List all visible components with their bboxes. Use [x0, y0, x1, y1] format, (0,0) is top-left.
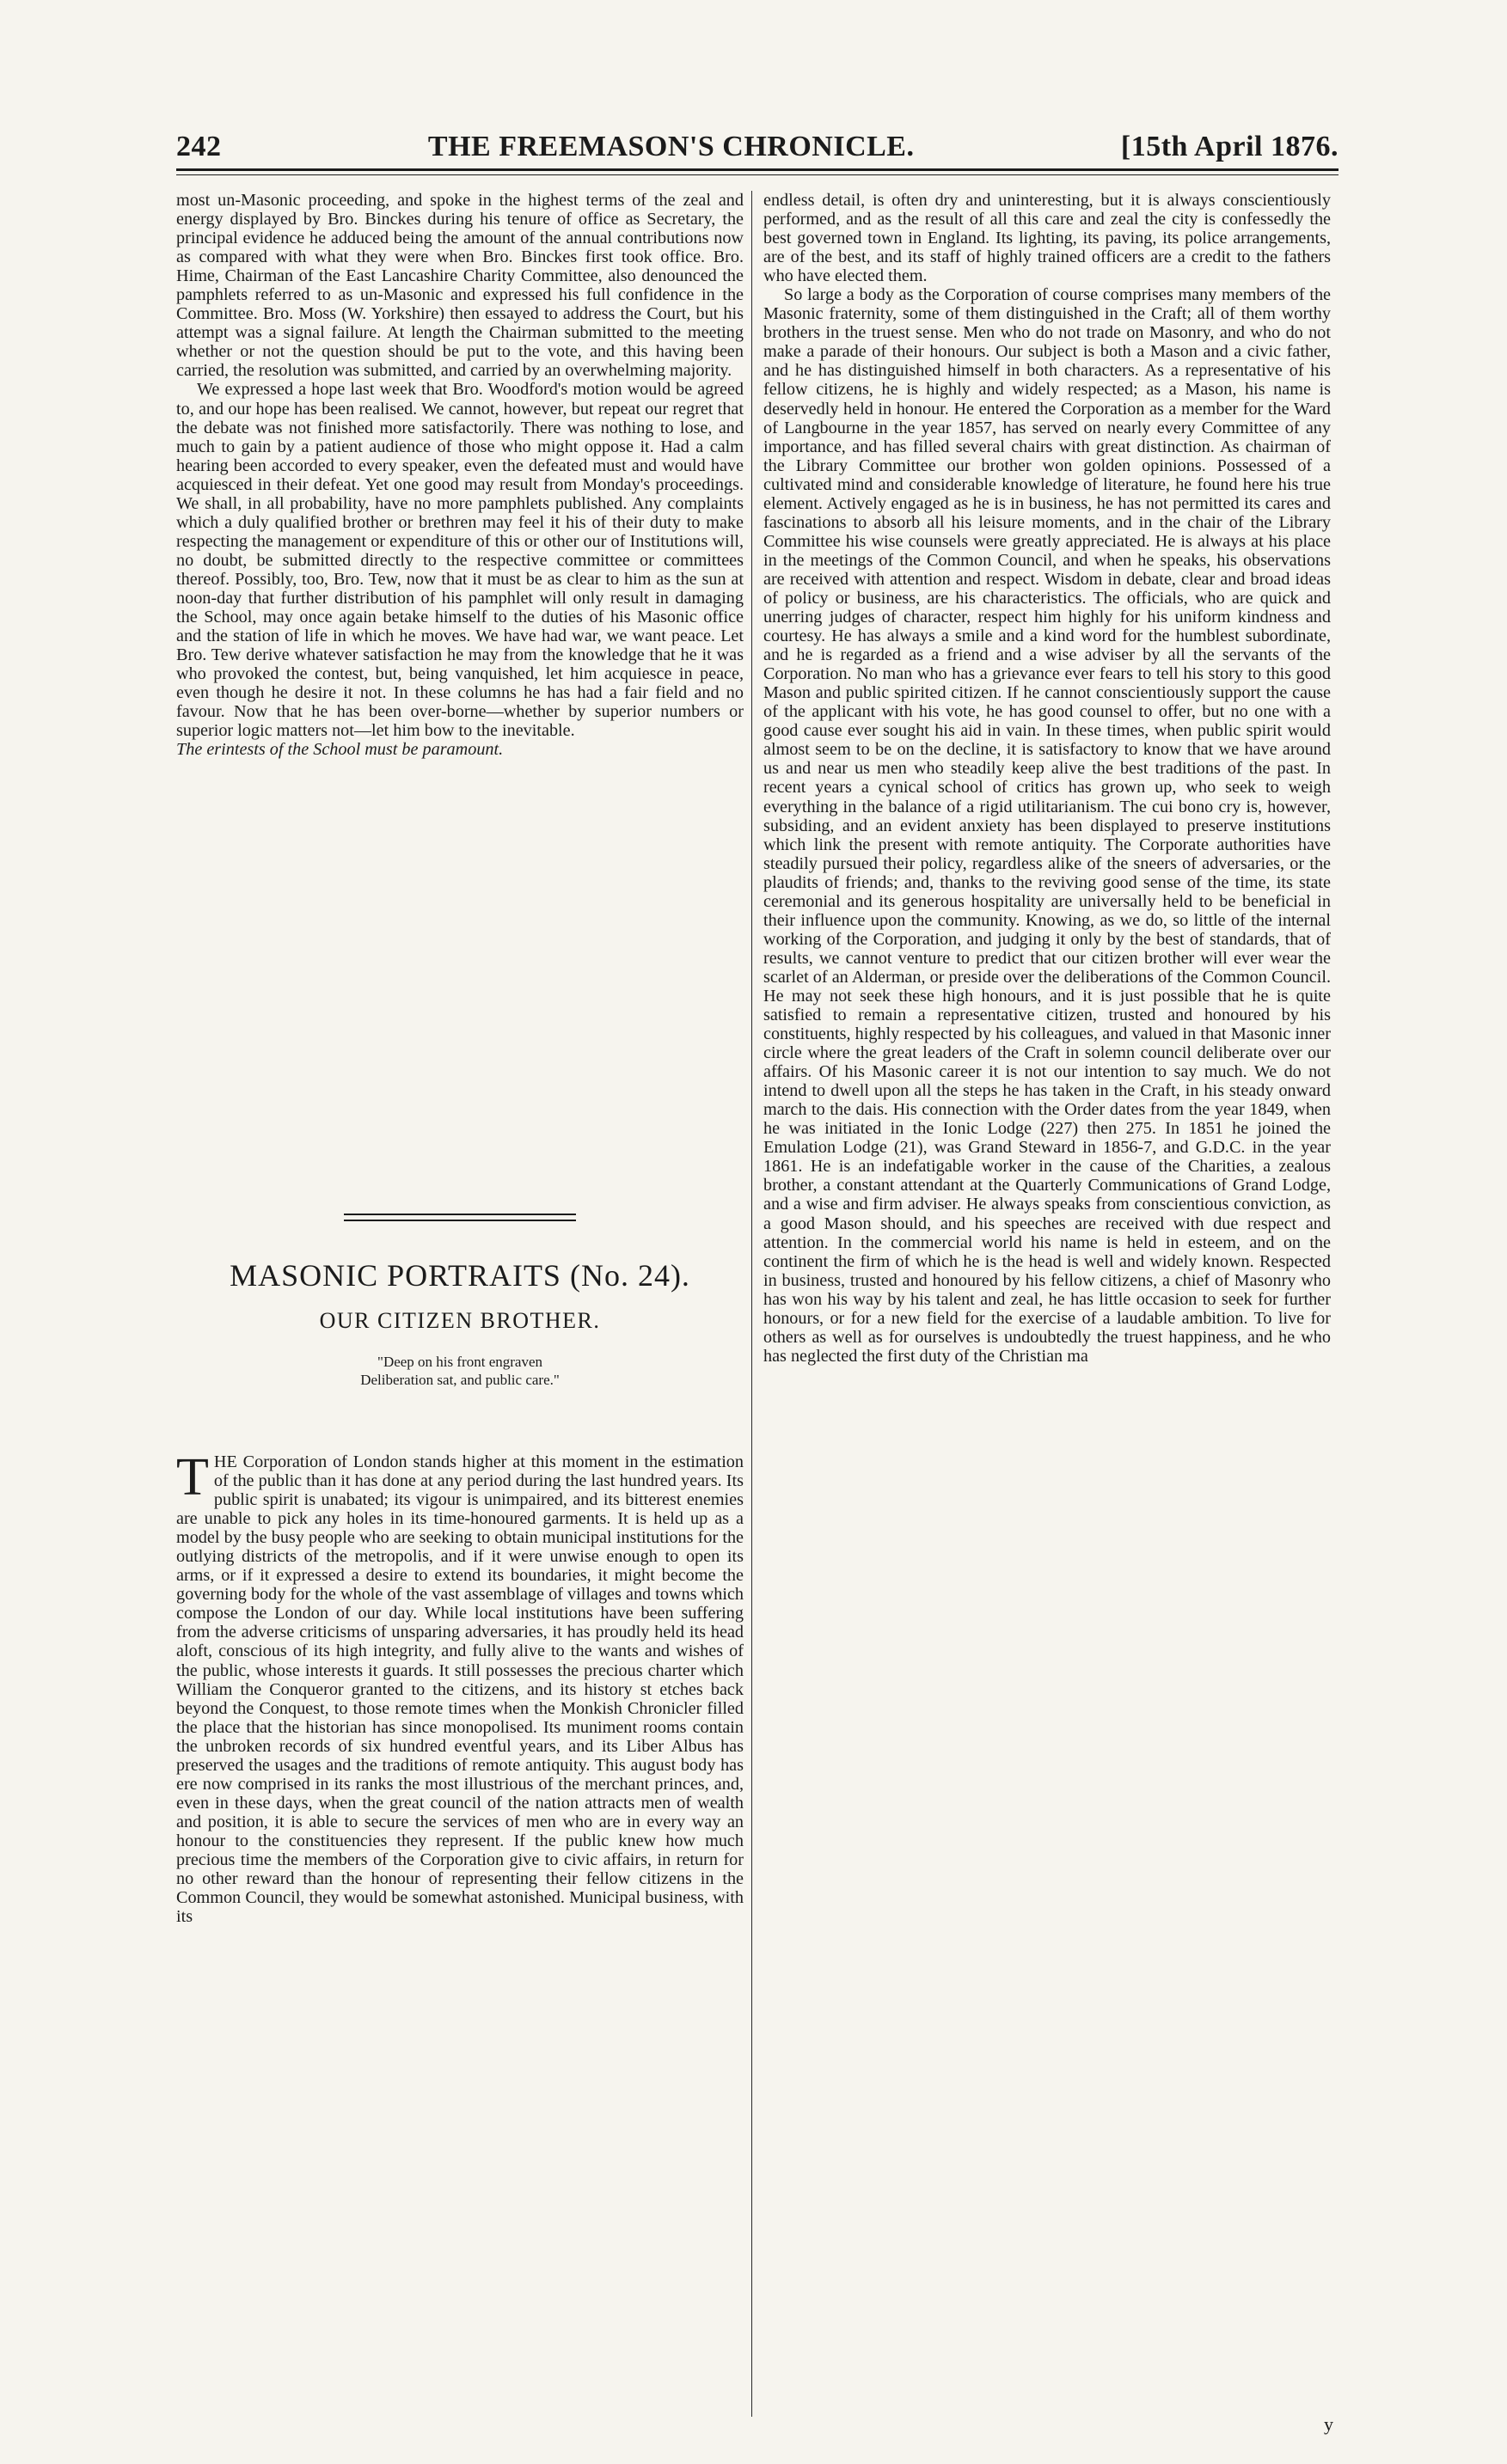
section-divider [344, 1220, 576, 1221]
publication-title: THE FREEMASON'S CHRONICLE. [427, 131, 915, 162]
masthead-rule [176, 168, 1339, 171]
left-column-text [176, 191, 744, 759]
article-text: HE Corporation of London stands higher at this moment in the estimation of the public than it has done at any period during the last hundred years. Its public spirit is unabated; its vigour is unimpaired, and its bitterest enemies are unable to pick any holes in its time-honoured garments. It is held up as a model by the busy people who are seeking to obtain municipal institutions for the outlying districts of the metropolis, and if it were unwise enough to open its arms, or if it expressed a desire to extend its boundaries, it might become the governing body for the whole of the vast assemblage of villages and towns which compose the London of our day. While local institutions have been suffering from the adverse criticisms of unsparing adversaries, it has proudly held its head aloft, conscious of its high integrity, and fully alive to the wants and wishes of the public, whose interests it guards. It still possesses the precious charter which William the Conqueror granted to the citizens, and its history st etches back beyond the Conquest, to those remote times when the Monkish Chronicler filled the place that the historian has since monopolised. Its muniment rooms contain the unbroken records of six hundred eventful years, and its Liber Albus has preserved the usages and the traditions of remote antiquity. This august body has ere now comprised in its ranks the most illustrious of the merchant princes, and, even in these days, when the great council of the nation attracts men of wealth and position, it is able to secure the services of men who are in every way an honour to the constituencies they represent. If the public knew how much precious time the members of the Corporation give to civic affairs, in return for no other reward than the honour of representing their fellow citizens in the Common Council, they would be somewhat astonished. Municipal business, with its [176, 1452, 744, 1927]
article-body-left [176, 1448, 744, 1927]
drop-cap: T [176, 1448, 209, 1507]
closing-line: The erintests of the School must be paramount. [176, 740, 504, 760]
page-number: 242 [176, 131, 222, 162]
paragraph: So large a body as the Corporation of course comprises many members of the Masonic fraternity, some of them distinguished in the Craft; all of them worthy brothers in the truest sense. Men who do not trade on Masonry, and who do not make a parade of their honours. Our subject is both a Mason and a civic father, and he has distinguished himself in both characters. As a representative of his fellow citizens, he is highly and widely respected; as a Mason, his name is deservedly held in honour. He entered the Corporation as a member for the Ward of Langbourne in the year 1857, has served on nearly every Committee of any importance, and has filled several chairs with great distinction. As chairman of the Library Committee our brother won golden opinions. Possessed of a cultivated mind and considerable knowledge of literature, he found here his true element. Actively engaged as he is in business, he has not permitted its cares and fascinations to absorb all his leisure moments, and in the chair of the Library Committee his wise counsels were greatly appreciated. He is always at his place in the meetings of the Common Council, and when he speaks, his observations are received with attention and respect. Wisdom in debate, clear and broad ideas of policy or business, are his characteristics. The officials, who are quick and unerring judges of character, respect him highly for his uniform kindness and courtesy. He has always a smile and a kind word for the humblest subordinate, and he is regarded as a friend and a wise adviser by all the servants of the Corporation. No man who has a grievance ever fears to tell his story to this good Mason and public spirited citizen. If he cannot conscientiously support the cause of the applicant with his vote, he has good counsel to offer, but no one with a good cause ever sought his aid in vain. In these times, when public spirit would almost seem to be on the decline, it is satisfactory to know that we have around us and near us men who steadily keep alive the best traditions of the past. In recent years a cynical school of critics has grown up, who seek to weigh everything in the balance of a rigid utilitarianism. The cui bono cry is, however, subsiding, and an evident anxiety has been displayed to preserve institutions which link the present with remote antiquity. The Corporate authorities have steadily pursued their policy, regardless alike of the sneers of adversaries, or the plaudits of friends; and, thanks to the reviving good sense of the time, its state ceremonial and its generous hospitality are universally held to be beneficial in their influence upon the community. Knowing, as we do, so little of the internal working of the Corporation, and judging it only by the best of standards, that of results, we cannot venture to predict that our citizen brother will ever wear the scarlet of an Alderman, or preside over the deliberations of the Common Council. He may not seek these high honours, and it is just possible that he is quite satisfied to remain a representative citizen, trusted and honoured by his constituents, highly respected by his colleagues, and valued in that Masonic inner circle where the great leaders of the Craft in solemn council deliberate over our affairs. Of his Masonic career it is not our intention to say much. We do not intend to dwell upon all the steps he has taken in the Craft, in his steady onward march to the dais. His connection with the Order dates from the year 1849, when he was initiated in the Ionic Lodge (227) then 275. In 1851 he joined the Emulation Lodge (21), was Grand Steward in 1856-7, and G.D.C. in the year 1861. He is an indefatigable worker in the cause of the Charities, a zealous brother, a constant attendant at the Quarterly Communications of Grand Lodge, and a wise and firm adviser. He always speaks from conscientious conviction, as a good Mason should, and his speeches are received with due respect and attention. In the commercial world his name is held in esteem, and on the continent the firm of which he is the head is well and widely known. Respected in business, trusted and honoured by his fellow citizens, a chief of Masonry who has won his way by his talent and zeal, he has little occasion to seek for further honours, or for a new field for the exercise of a laudable ambition. To live for others as well as for ourselves is undoubtedly the truest happiness, and he who has neglected the first duty of the Christian ma [763, 285, 1331, 1366]
article-subtitle: OUR CITIZEN BROTHER. [319, 1308, 601, 1333]
epigraph-line: Deliberation sat, and public care." [360, 1372, 560, 1388]
epigraph [176, 1353, 744, 1389]
right-column-text [763, 191, 1331, 1366]
article-paragraph [176, 1448, 744, 1927]
issue-date: [15th April 1876. [1120, 131, 1339, 162]
article-heading [176, 1256, 744, 1389]
epigraph-line: "Deep on his front engraven [377, 1354, 542, 1370]
paragraph: most un-Masonic proceeding, and spoke in the highest terms of the zeal and energy displayed by Bro. Binckes during his tenure of office as Secretary, the principal evidence he adduced being the amount of the annual contributions now as compared with what they were when Bro. Binckes first took office. Bro. Hime, Chairman of the East Lancashire Charity Committee, also denounced the pamphlets referred to as un-Masonic and expressed his full confidence in the Committee. Bro. Moss (W. Yorkshire) then essayed to address the Court, but his attempt was a signal failure. At length the Chairman submitted to the meeting whether or not the question should be put to the vote, and this having been carried, the resolution was submitted, and carried by an overwhelming majority. [176, 191, 744, 381]
paragraph: endless detail, is often dry and uninteresting, but it is always conscientiously performed, and as the result of all this care and zeal the city is confessedly the best governed town in England. Its lighting, its paving, its police arrangements, are of the best, and its staff of highly trained officers are a credit to the fathers who have elected them. [763, 191, 1331, 286]
paragraph: We expressed a hope last week that Bro. Woodford's motion would be agreed to, and our hope has been realised. We cannot, however, but repeat our regret that the debate was not finished more satisfactorily. There was nothing to lose, and much to gain by a patient audience of those who might oppose it. Had a calm hearing been accorded to every speaker, even the defeated must and would have acquiesced in their defeat. Yet one good may result from Monday's proceedings. We shall, in all probability, have no more pamphlets published. Any complaints which a duly qualified brother or brethren may feel it his of their duty to make respecting the management or expenditure of this or other our of Institutions will, no doubt, be submitted directly to the respective committee or committees thereof. Possibly, too, Bro. Tew, now that it must be as clear to him as the sun at noon-day that further distribution of his pamphlet will only result in damaging the School, may once again betake himself to the duties of his Masonic office and the station of life in which he moves. We have had war, we want peace. Let Bro. Tew derive whatever satisfaction he may from the knowledge that he it was who provoked the contest, but, being vanquished, let him acquiesce in peace, even though he desire it not. In these columns he has had a fair field and no favour. Now that he has been over-borne—whether by superior numbers or superior logic matters not—let him bow to the inevitable. [176, 380, 744, 741]
masthead [176, 120, 1339, 163]
column-divider [751, 191, 752, 2417]
catchword: y [1324, 2413, 1333, 2435]
article-title: MASONIC PORTRAITS (No. 24). [230, 1258, 690, 1293]
masthead-rule-thin [176, 174, 1339, 175]
section-divider [344, 1214, 576, 1215]
